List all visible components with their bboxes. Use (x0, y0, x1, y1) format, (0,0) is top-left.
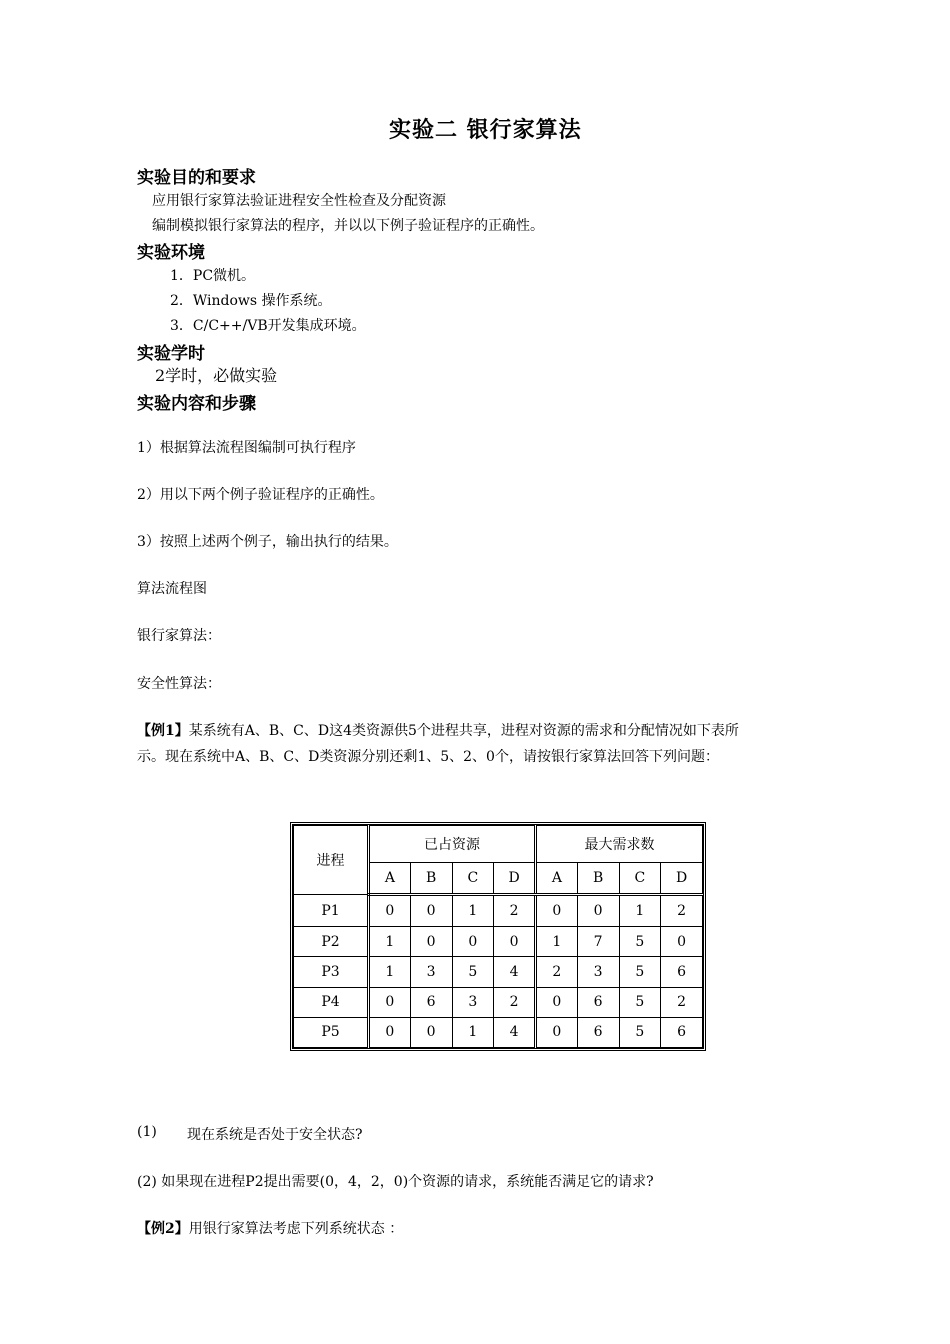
col-header: A (369, 863, 411, 895)
process-name: P5 (294, 1017, 369, 1047)
process-name: P1 (294, 895, 369, 927)
table-cell: 0 (369, 1017, 411, 1047)
table-cell: 2 (661, 987, 703, 1017)
flowchart-label: 算法流程图 (137, 581, 207, 597)
process-name: P3 (294, 957, 369, 987)
table-cell: 0 (536, 895, 578, 927)
table-cell: 5 (619, 987, 661, 1017)
purpose-line-1: 应用银行家算法验证进程安全性检查及分配资源 (152, 193, 446, 209)
table-cell: 6 (577, 1017, 619, 1047)
heading-purpose: 实验目的和要求 (137, 168, 256, 188)
question-2-text: 如果现在进程P2提出需要(0，4，2，0)个资源的请求，系统能否满足它的请求? (161, 1174, 654, 1190)
heading-hours: 实验学时 (137, 344, 205, 364)
resource-table (290, 822, 706, 1051)
table-cell: 5 (619, 957, 661, 987)
col-header: B (577, 863, 619, 895)
purpose-line-2: 编制模拟银行家算法的程序，并以以下例子验证程序的正确性。 (152, 218, 544, 234)
table-cell: 0 (410, 927, 452, 957)
table-cell: 1 (536, 927, 578, 957)
question-1-text: 现在系统是否处于安全状态? (187, 1127, 363, 1143)
table-cell: 1 (369, 957, 411, 987)
env-line-2: 2．Windows 操作系统。 (170, 293, 332, 309)
table-cell: 0 (536, 1017, 578, 1047)
table-cell: 4 (494, 957, 536, 987)
table-cell: 0 (661, 927, 703, 957)
table-row (294, 927, 703, 957)
example2-text: 用银行家算法考虑下列系统状态 ： (188, 1221, 404, 1237)
example1-line-1 (137, 720, 739, 740)
table-cell: 2 (494, 895, 536, 927)
col-header: D (494, 863, 536, 895)
table-cell: 2 (494, 987, 536, 1017)
table-cell: 3 (410, 957, 452, 987)
example1-text-1: 某系统有A、B、C、D这4类资源供5个进程共享，进程对资源的需求和分配情况如下表所 (188, 723, 739, 739)
table-cell: 6 (410, 987, 452, 1017)
heading-environment: 实验环境 (137, 243, 205, 263)
safety-label: 安全性算法： (137, 676, 221, 692)
table-cell: 3 (452, 987, 494, 1017)
table-cell: 6 (661, 957, 703, 987)
question-2 (137, 1171, 654, 1191)
example2-tag: 【例2】 (137, 1221, 189, 1237)
col-header: A (536, 863, 578, 895)
process-name: P4 (294, 987, 369, 1017)
question-2-number: (2) (137, 1174, 157, 1190)
process-name: P2 (294, 927, 369, 957)
process-header: 进程 (294, 826, 369, 895)
table-cell: 0 (369, 895, 411, 927)
page-title: 实验二 银行家算法 (389, 118, 582, 143)
step-2: 2）用以下两个例子验证程序的正确性。 (137, 487, 384, 503)
col-header: C (452, 863, 494, 895)
table-row (294, 957, 703, 987)
table-cell: 0 (410, 1017, 452, 1047)
table-cell: 5 (619, 927, 661, 957)
table-cell: 3 (577, 957, 619, 987)
table-row (294, 987, 703, 1017)
allocated-header: 已占资源 (369, 826, 536, 863)
table-row (294, 895, 703, 927)
table-cell: 0 (536, 987, 578, 1017)
heading-content: 实验内容和步骤 (137, 394, 256, 414)
step-3: 3）按照上述两个例子，输出执行的结果。 (137, 534, 398, 550)
table-cell: 0 (369, 987, 411, 1017)
hours-text: 2学时，必做实验 (155, 366, 278, 385)
question-1-number: (1) (137, 1124, 157, 1140)
banker-label: 银行家算法： (137, 628, 221, 644)
table-cell: 7 (577, 927, 619, 957)
example2-line (137, 1218, 403, 1238)
env-line-3: 3．C/C++/VB开发集成环境。 (170, 318, 366, 334)
table-header-row (294, 826, 703, 863)
table-cell: 1 (619, 895, 661, 927)
table-cell: 0 (577, 895, 619, 927)
table-row (294, 1017, 703, 1047)
example1-tag: 【例1】 (137, 723, 189, 739)
table-cell: 2 (536, 957, 578, 987)
table-cell: 4 (494, 1017, 536, 1047)
env-line-1: 1．PC微机。 (170, 268, 256, 284)
col-header: D (661, 863, 703, 895)
table-cell: 0 (452, 927, 494, 957)
col-header: C (619, 863, 661, 895)
table-cell: 5 (452, 957, 494, 987)
table-cell: 0 (410, 895, 452, 927)
table-cell: 6 (577, 987, 619, 1017)
table-cell: 0 (494, 927, 536, 957)
table-cell: 6 (661, 1017, 703, 1047)
table-cell: 1 (369, 927, 411, 957)
table-cell: 2 (661, 895, 703, 927)
col-header: B (410, 863, 452, 895)
step-1: 1）根据算法流程图编制可执行程序 (137, 440, 356, 456)
example1-line-2: 示。现在系统中A、B、C、D类资源分别还剩1、5、2、0个，请按银行家算法回答下列问题： (137, 749, 719, 765)
table-cell: 1 (452, 1017, 494, 1047)
table-cell: 1 (452, 895, 494, 927)
table-cell: 5 (619, 1017, 661, 1047)
max-header: 最大需求数 (536, 826, 703, 863)
